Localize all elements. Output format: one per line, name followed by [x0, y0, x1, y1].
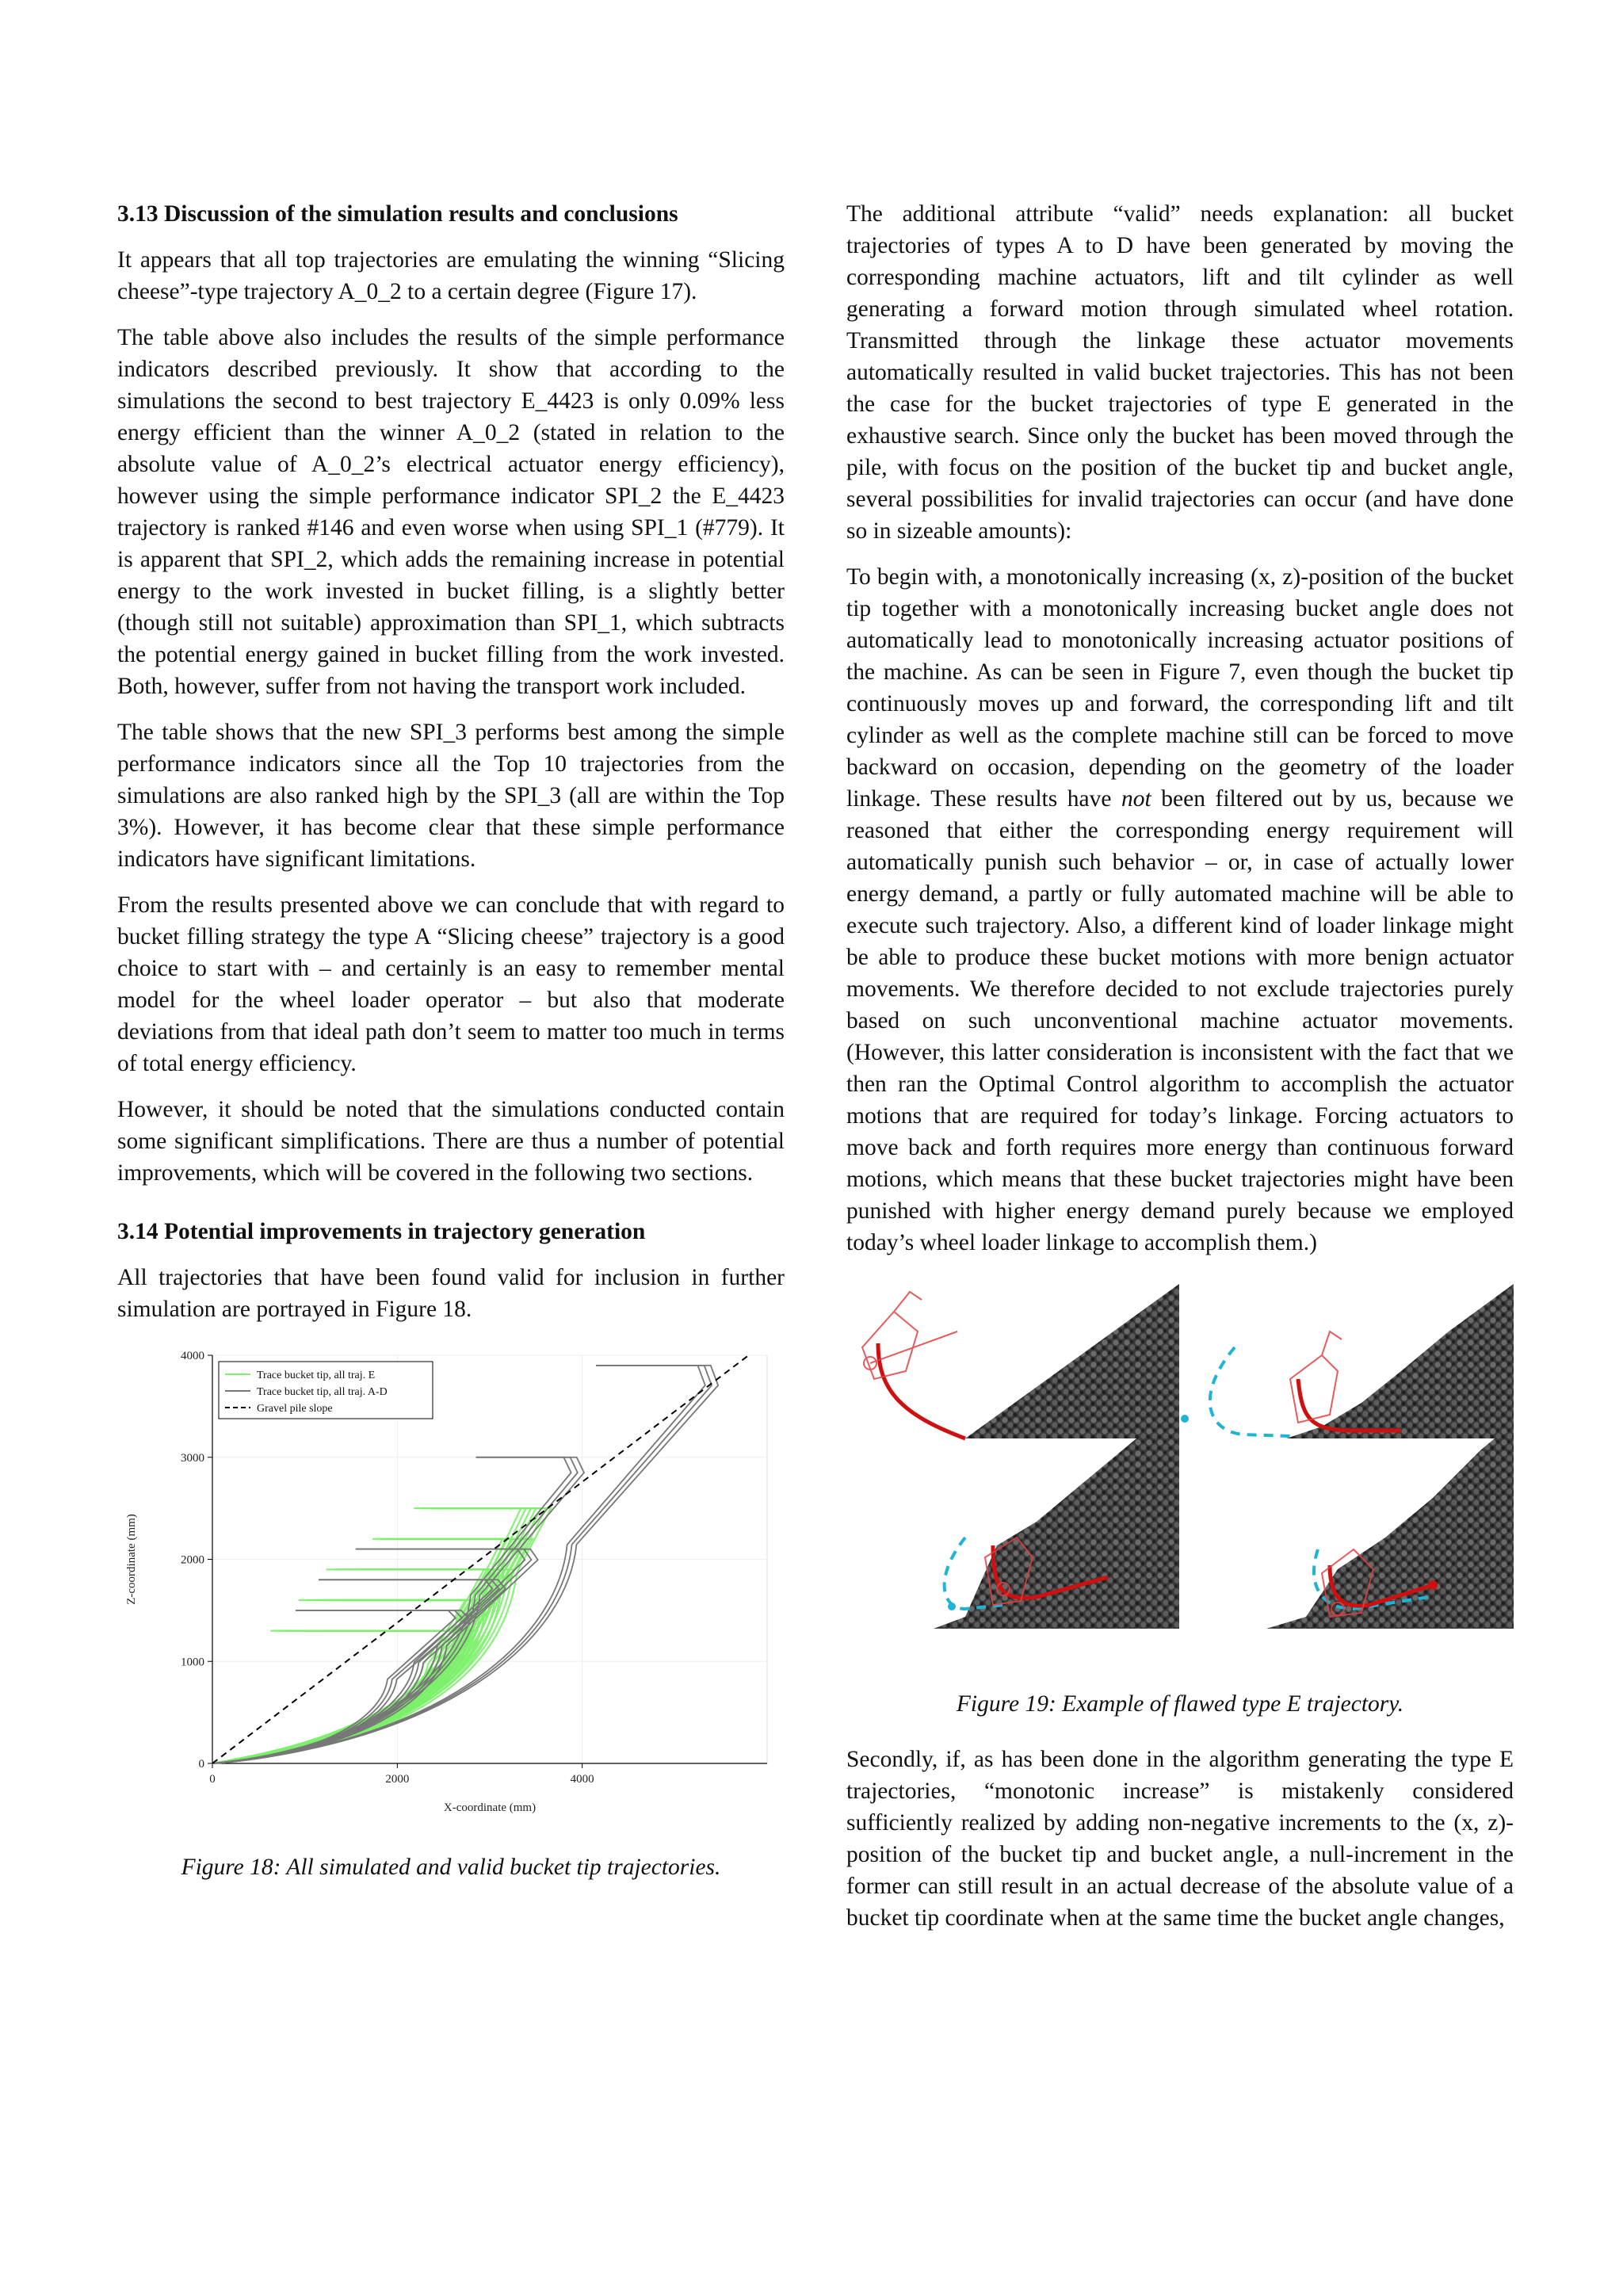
gravel-pile: [1286, 1284, 1514, 1438]
left-column: [117, 198, 785, 1883]
text-run: To begin with, a monotonically increasing (x, z)-position of the bucket tip together with a monotonically increasing bucket angle does not automatically lead to monotonically increasing actuator positions of the machine. As can be seen in Figure 7, even though the bucket tip continuously moves up and forward, the corresponding lift and tilt cylinder as well as the complete machine still can be forced to move backward on occasion, depending on the geometry of the loader linkage. These results have: [846, 564, 1514, 812]
paragraph: The additional attribute “valid” needs explanation: all bucket trajectories of types A to D have been generated by moving the corresponding machine actuators, lift and tilt cylinder as well generating a forward motion through simulated wheel rotation. Transmitted through the linkage these actuator movements automatically resulted in valid bucket trajectories. This has not been the case for the bucket trajectories of type E generated in the exhaustive search. Since only the bucket has been moved through the pile, with focus on the position of the bucket tip and bucket angle, several possibilities for invalid trajectories can occur (and have done so in sizeable amounts):: [846, 201, 1514, 544]
x-tick-label: 2000: [385, 1773, 410, 1786]
series-ad-line: [212, 1366, 712, 1763]
legend-label: Trace bucket tip, all traj. E: [257, 1370, 376, 1381]
legend-label: Gravel pile slope: [257, 1403, 333, 1415]
y-tick-label: 0: [198, 1758, 204, 1771]
figure-19-caption: Figure 19: Example of flawed type E trajectory.: [956, 1691, 1404, 1717]
paragraph: The table above also includes the results of the simple performance indicators described previously. It show that according to the simulations the second to best trajectory E_4423 is only 0.09% less energy efficient than the winner A_0_2 (stated in relation to the absolute value of A_0_2’s electrical actuator energy efficiency), however using the simple performance indicator SPI_2 the E_4423 trajectory is ranked #146 and even worse when using SPI_1 (#779). It is apparent that SPI_2, which adds the remaining increase in potential energy to the work invested in bucket filling, is a slightly better (though still not suitable) approximation than SPI_1, which subtracts the potential energy gained in bucket filling from the work invested. Both, however, suffer from not having the transport work included.: [117, 325, 785, 699]
y-axis-label: Z-coordinate (mm): [125, 1514, 138, 1605]
x-axis-label: X-coordinate (mm): [443, 1801, 537, 1814]
paragraph: However, it should be noted that the simulations conducted contain some significant simplifications. There are thus a number of potential improvements, which will be covered in the following two sections.: [117, 1097, 785, 1186]
text-run: been filtered out by us, because we reasoned that either the corresponding energy requirement will automatically punish such behavior – or, in case of actually lower energy demand, a partly or fully automated machine will be able to execute such trajectory. Also, a different kind of loader linkage might be able to produce these bucket motions with more benign actuator movements. We therefore decided to not exclude trajectories purely based on such unconventional machine actuator movements. (However, this latter consideration is inconsistent with the fact that we then ran the Optimal Control algorithm to accomplish the actuator motions that are required for today’s linkage. Forcing actuators to move back and forth requires more energy than continuous forward motions, which means that these bucket trajectories might have been punished with higher energy demand purely because we employed today’s wheel loader linkage to accomplish them.): [846, 786, 1514, 1255]
series-ad-line: [212, 1366, 718, 1763]
start-point: [1181, 1415, 1189, 1423]
y-tick-label: 2000: [181, 1553, 204, 1567]
figure-19: [846, 1284, 1514, 1688]
section-heading-3-13: 3.13 Discussion of the simulation results and conclusions: [117, 201, 678, 227]
figure-18-caption: Figure 18: All simulated and valid bucket tip trajectories.: [181, 1855, 721, 1880]
section-heading-3-14: 3.14 Potential improvements in trajectory generation: [117, 1219, 646, 1244]
bucket-outline: [862, 1292, 957, 1379]
y-tick-label: 3000: [181, 1451, 204, 1465]
y-tick-label: 1000: [181, 1656, 204, 1669]
bucket-outline: [1290, 1331, 1342, 1423]
y-tick-label: 4000: [181, 1350, 204, 1362]
bucket-path-dashed: [1210, 1347, 1290, 1436]
panel-4: [1266, 1423, 1514, 1629]
trajectory-chart: [117, 1347, 785, 1823]
x-tick-label: 0: [209, 1773, 216, 1786]
paragraph: All trajectories that have been found valid for inclusion in further simulation are portrayed in Figure 18.: [117, 1265, 785, 1322]
paragraph: From the results presented above we can conclude that with regard to bucket filling strategy the type A “Slicing cheese” trajectory is a good choice to start with – and certainly is an easy to remember mental model for the wheel loader operator – but also that moderate deviations from that ideal path don’t seem to matter too much in terms of total energy efficiency.: [117, 892, 785, 1076]
right-column: [846, 198, 1514, 1948]
start-point: [948, 1603, 956, 1610]
panel-1: [862, 1284, 1179, 1438]
x-tick-label: 4000: [570, 1773, 594, 1786]
end-point: [1428, 1580, 1438, 1590]
figure-18: [117, 1347, 785, 1855]
gravel-pile: [965, 1284, 1179, 1438]
legend-label: Trace bucket tip, all traj. A-D: [257, 1386, 388, 1398]
bucket-trajectory: [878, 1343, 965, 1438]
flawed-trajectory-illustration: [846, 1284, 1514, 1688]
panel-2: [1181, 1284, 1514, 1438]
paragraph: The table shows that the new SPI_3 performs best among the simple performance indicators since all the Top 10 trajectories from the simulations are also ranked high by the SPI_3 (all are within the Top 3%). However, it has become clear that these simple performance indicators have significant limitations.: [117, 720, 785, 872]
paragraph: Secondly, if, as has been done in the algorithm generating the type E trajectories, “monotonic increase” is mistakenly considered sufficiently realized by adding non-negative increments to the (x, z)-position of the bucket tip and bucket angle, a null-increment in the former can still result in an actual decrease of the absolute value of a bucket tip coordinate when at the same time the bucket angle changes,: [846, 1747, 1514, 1931]
paragraph: It appears that all top trajectories are emulating the winning “Slicing cheese”-type trajectory A_0_2 to a certain degree (Figure 17).: [117, 247, 785, 304]
paragraph: [846, 561, 1514, 1259]
emphasis: not: [1121, 786, 1151, 812]
series-ad-line: [212, 1366, 705, 1763]
